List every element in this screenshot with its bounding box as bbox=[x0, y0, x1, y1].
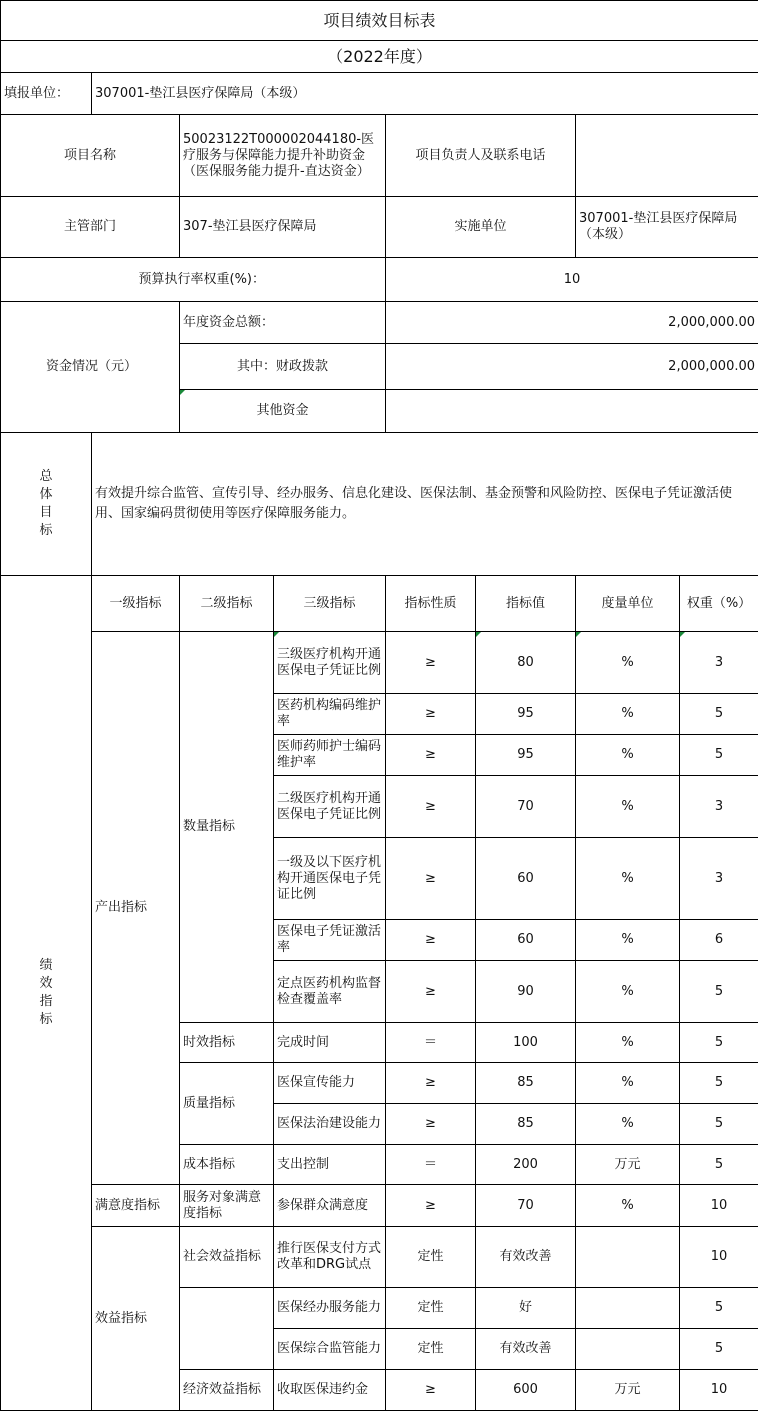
indicator-weight: 3 bbox=[680, 838, 758, 920]
indicator-value: 60 bbox=[476, 838, 576, 920]
indicator-weight: 3 bbox=[680, 632, 758, 694]
indicator-value: 70 bbox=[476, 776, 576, 838]
funds-fiscal-value: 2,000,000.00 bbox=[386, 344, 758, 390]
indicator-op: ≥ bbox=[386, 776, 476, 838]
indicator-unit: % bbox=[576, 920, 680, 961]
indicator-value: 200 bbox=[476, 1145, 576, 1185]
indicator-unit: % bbox=[576, 1063, 680, 1104]
project-name-label: 项目名称 bbox=[1, 115, 180, 197]
indicator-op: 定性 bbox=[386, 1227, 476, 1288]
indicator-op: ≥ bbox=[386, 632, 476, 694]
cell-marker bbox=[576, 632, 581, 637]
indicator-value: 60 bbox=[476, 920, 576, 961]
table-row bbox=[1, 632, 758, 694]
goal-text: 有效提升综合监管、宣传引导、经办服务、信息化建设、医保法制、基金预警和风险防控、医保电子凭证激活使用、国家编码贯彻使用等医疗保障服务能力。 bbox=[92, 433, 758, 576]
indicator-name: 医师药师护士编码维护率 bbox=[274, 735, 386, 776]
indicator-op: ＝ bbox=[386, 1145, 476, 1185]
indicator-weight: 5 bbox=[680, 1063, 758, 1104]
indicator-weight: 10 bbox=[680, 1185, 758, 1227]
indicator-value: 95 bbox=[476, 735, 576, 776]
manager-label: 项目负责人及联系电话 bbox=[386, 115, 576, 197]
indicator-value: 有效改善 bbox=[476, 1227, 576, 1288]
header-nature: 指标性质 bbox=[386, 576, 476, 632]
indicator-weight: 5 bbox=[680, 735, 758, 776]
indicator-name: 完成时间 bbox=[274, 1023, 386, 1063]
indicator-weight: 5 bbox=[680, 694, 758, 735]
funds-label: 资金情况（元） bbox=[1, 302, 180, 433]
indicator-unit: % bbox=[576, 961, 680, 1023]
header-unit: 度量单位 bbox=[576, 576, 680, 632]
indicator-unit: % bbox=[576, 776, 680, 838]
indicator-weight: 5 bbox=[680, 961, 758, 1023]
indicator-value: 好 bbox=[476, 1288, 576, 1329]
level1-satisfaction: 满意度指标 bbox=[92, 1185, 180, 1227]
header-weight: 权重（%） bbox=[680, 576, 758, 632]
header-level1: 一级指标 bbox=[92, 576, 180, 632]
indicator-unit: % bbox=[576, 632, 680, 694]
funds-fiscal-label: 其中：财政拨款 bbox=[180, 344, 386, 390]
indicator-op: ≥ bbox=[386, 694, 476, 735]
funds-other-value bbox=[386, 390, 758, 433]
indicator-value: 100 bbox=[476, 1023, 576, 1063]
indicator-op: ≥ bbox=[386, 1370, 476, 1411]
level2-economic-benefit: 经济效益指标 bbox=[180, 1370, 274, 1411]
indicator-value: 70 bbox=[476, 1185, 576, 1227]
indicator-name: 医保法治建设能力 bbox=[274, 1104, 386, 1145]
indicator-name: 收取医保违约金 bbox=[274, 1370, 386, 1411]
indicator-weight: 5 bbox=[680, 1329, 758, 1370]
indicator-weight: 10 bbox=[680, 1227, 758, 1288]
indicator-name: 一级及以下医疗机构开通医保电子凭证比例 bbox=[274, 838, 386, 920]
project-name-value: 50023122T000002044180-医疗服务与保障能力提升补助资金（医保服务能力提升-直达资金） bbox=[180, 115, 386, 197]
indicator-op: 定性 bbox=[386, 1329, 476, 1370]
level2-service-satisfaction: 服务对象满意度指标 bbox=[180, 1185, 274, 1227]
level2-cost: 成本指标 bbox=[180, 1145, 274, 1185]
level2-quantity: 数量指标 bbox=[180, 632, 274, 1023]
impl-label: 实施单位 bbox=[386, 197, 576, 258]
indicator-value: 600 bbox=[476, 1370, 576, 1411]
perf-label: 绩效指标 bbox=[1, 576, 92, 1411]
page-title: 项目绩效目标表 bbox=[1, 1, 758, 41]
indicator-name: 二级医疗机构开通医保电子凭证比例 bbox=[274, 776, 386, 838]
indicator-unit: % bbox=[576, 838, 680, 920]
funds-total-value: 2,000,000.00 bbox=[386, 302, 758, 344]
indicator-weight: 6 bbox=[680, 920, 758, 961]
indicator-op: ≥ bbox=[386, 735, 476, 776]
indicator-name: 医保电子凭证激活率 bbox=[274, 920, 386, 961]
indicator-unit: 万元 bbox=[576, 1370, 680, 1411]
fiscal-year: （2022年度） bbox=[1, 41, 758, 73]
indicator-value: 有效改善 bbox=[476, 1329, 576, 1370]
indicator-unit: % bbox=[576, 735, 680, 776]
indicator-op: ≥ bbox=[386, 961, 476, 1023]
indicator-unit bbox=[576, 1288, 680, 1329]
level1-benefit: 效益指标 bbox=[92, 1227, 180, 1411]
indicator-weight: 5 bbox=[680, 1104, 758, 1145]
indicator-weight: 5 bbox=[680, 1023, 758, 1063]
indicator-weight: 5 bbox=[680, 1288, 758, 1329]
indicator-unit bbox=[576, 1227, 680, 1288]
header-level2: 二级指标 bbox=[180, 576, 274, 632]
indicator-weight: 10 bbox=[680, 1370, 758, 1411]
unit-value: 307001-垫江县医疗保障局（本级） bbox=[92, 73, 758, 115]
funds-other-label: 其他资金 bbox=[180, 390, 386, 433]
indicator-op: ≥ bbox=[386, 920, 476, 961]
indicator-unit bbox=[576, 1329, 680, 1370]
level2-social-benefit: 社会效益指标 bbox=[180, 1227, 274, 1288]
indicator-op: ≥ bbox=[386, 1185, 476, 1227]
indicator-name: 医药机构编码维护率 bbox=[274, 694, 386, 735]
dept-label: 主管部门 bbox=[1, 197, 180, 258]
funds-total-label: 年度资金总额： bbox=[180, 302, 386, 344]
cell-marker bbox=[180, 390, 185, 395]
indicator-op: ≥ bbox=[386, 838, 476, 920]
indicator-name: 定点医药机构监督检查覆盖率 bbox=[274, 961, 386, 1023]
indicator-unit: % bbox=[576, 1023, 680, 1063]
dept-value: 307-垫江县医疗保障局 bbox=[180, 197, 386, 258]
budget-weight-label: 预算执行率权重(%)： bbox=[1, 258, 386, 302]
indicator-value: 85 bbox=[476, 1104, 576, 1145]
budget-weight-value: 10 bbox=[386, 258, 758, 302]
indicator-unit: 万元 bbox=[576, 1145, 680, 1185]
level2-quality: 质量指标 bbox=[180, 1063, 274, 1145]
indicator-op: 定性 bbox=[386, 1288, 476, 1329]
indicator-name: 医保宣传能力 bbox=[274, 1063, 386, 1104]
cell-marker bbox=[680, 632, 685, 637]
indicator-unit: % bbox=[576, 1104, 680, 1145]
table-row bbox=[1, 1185, 758, 1227]
indicator-name: 推行医保支付方式改革和DRG试点 bbox=[274, 1227, 386, 1288]
unit-label: 填报单位： bbox=[1, 73, 92, 115]
header-value: 指标值 bbox=[476, 576, 576, 632]
indicator-op: ＝ bbox=[386, 1023, 476, 1063]
level1-output: 产出指标 bbox=[92, 632, 180, 1185]
level2-timeliness: 时效指标 bbox=[180, 1023, 274, 1063]
indicator-op: ≥ bbox=[386, 1063, 476, 1104]
manager-value bbox=[576, 115, 758, 197]
indicator-weight: 5 bbox=[680, 1145, 758, 1185]
indicator-weight: 3 bbox=[680, 776, 758, 838]
header-level3: 三级指标 bbox=[274, 576, 386, 632]
indicator-value: 80 bbox=[476, 632, 576, 694]
cell-marker bbox=[274, 632, 279, 637]
indicator-value: 85 bbox=[476, 1063, 576, 1104]
indicator-op: ≥ bbox=[386, 1104, 476, 1145]
indicator-unit: % bbox=[576, 1185, 680, 1227]
indicator-unit: % bbox=[576, 694, 680, 735]
indicator-name: 三级医疗机构开通医保电子凭证比例 bbox=[274, 632, 386, 694]
indicator-name: 医保综合监管能力 bbox=[274, 1329, 386, 1370]
indicator-name: 参保群众满意度 bbox=[274, 1185, 386, 1227]
indicator-name: 医保经办服务能力 bbox=[274, 1288, 386, 1329]
impl-value: 307001-垫江县医疗保障局（本级） bbox=[576, 197, 758, 258]
table-row bbox=[1, 1227, 758, 1288]
indicator-name: 支出控制 bbox=[274, 1145, 386, 1185]
goal-label: 总体目标 bbox=[1, 433, 92, 576]
indicator-value: 95 bbox=[476, 694, 576, 735]
level2-blank bbox=[180, 1288, 274, 1370]
cell-marker bbox=[476, 632, 481, 637]
indicator-value: 90 bbox=[476, 961, 576, 1023]
